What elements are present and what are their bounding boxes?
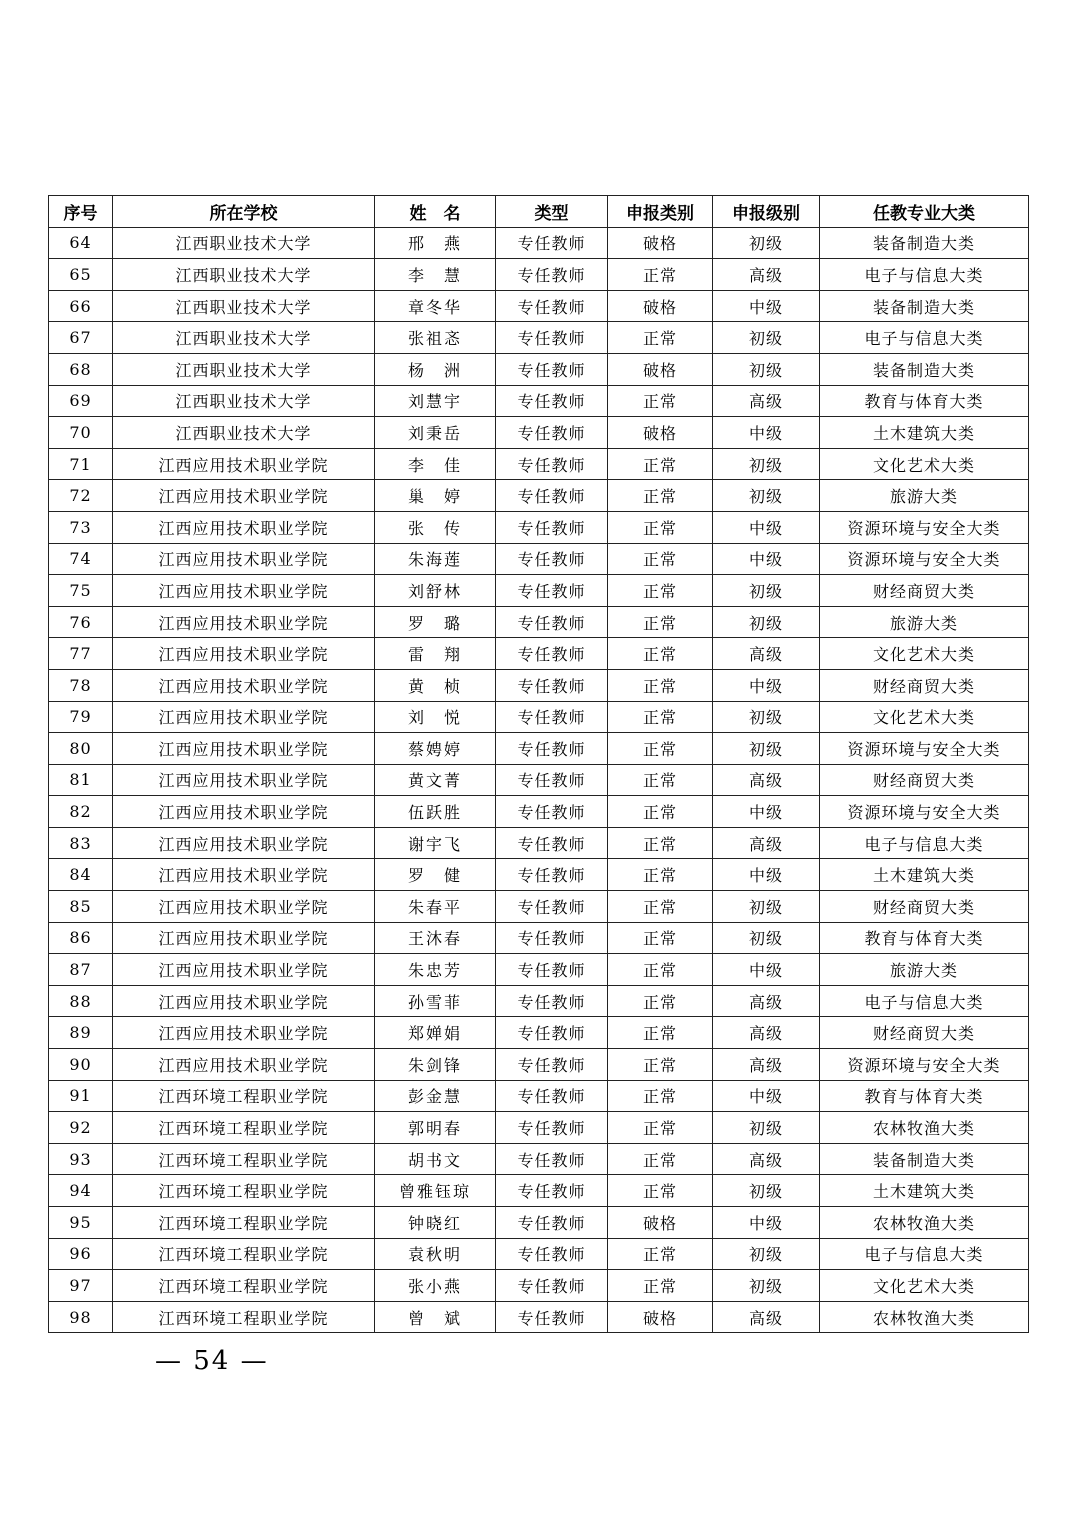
type-cell: 专任教师 xyxy=(496,1049,608,1081)
name-cell: 黄文菁 xyxy=(375,764,496,796)
name-cell: 刘 悦 xyxy=(375,701,496,733)
table-row xyxy=(49,891,1029,923)
name-cell: 朱忠芳 xyxy=(375,954,496,986)
table-row xyxy=(49,1143,1029,1175)
level-cell: 初级 xyxy=(713,1238,820,1270)
name-cell: 孙雪菲 xyxy=(375,985,496,1017)
school-cell: 江西应用技术职业学院 xyxy=(113,448,375,480)
school-cell: 江西职业技术大学 xyxy=(113,290,375,322)
name-cell: 王沐春 xyxy=(375,922,496,954)
table-row xyxy=(49,543,1029,575)
name-cell: 张 传 xyxy=(375,511,496,543)
type-cell: 专任教师 xyxy=(496,1270,608,1302)
type-cell: 专任教师 xyxy=(496,1017,608,1049)
table-row xyxy=(49,385,1029,417)
header-index: 序号 xyxy=(49,196,113,228)
category-cell: 正常 xyxy=(608,638,713,670)
name-cell: 邢 燕 xyxy=(375,227,496,259)
type-cell: 专任教师 xyxy=(496,511,608,543)
row-index: 90 xyxy=(49,1049,113,1081)
name-cell: 朱春平 xyxy=(375,891,496,923)
school-cell: 江西应用技术职业学院 xyxy=(113,796,375,828)
table-row xyxy=(49,764,1029,796)
name-cell: 蔡娉婷 xyxy=(375,733,496,765)
name-cell: 巢 婷 xyxy=(375,480,496,512)
table-row xyxy=(49,1270,1029,1302)
row-index: 64 xyxy=(49,227,113,259)
row-index: 88 xyxy=(49,985,113,1017)
row-index: 83 xyxy=(49,827,113,859)
table-row xyxy=(49,575,1029,607)
major-cell: 土木建筑大类 xyxy=(820,417,1029,449)
level-cell: 初级 xyxy=(713,891,820,923)
category-cell: 正常 xyxy=(608,322,713,354)
level-cell: 高级 xyxy=(713,638,820,670)
school-cell: 江西应用技术职业学院 xyxy=(113,1017,375,1049)
table-row xyxy=(49,511,1029,543)
level-cell: 中级 xyxy=(713,1080,820,1112)
category-cell: 正常 xyxy=(608,669,713,701)
name-cell: 郑婵娟 xyxy=(375,1017,496,1049)
row-index: 93 xyxy=(49,1143,113,1175)
category-cell: 破格 xyxy=(608,353,713,385)
school-cell: 江西环境工程职业学院 xyxy=(113,1301,375,1333)
header-type: 类型 xyxy=(496,196,608,228)
school-cell: 江西职业技术大学 xyxy=(113,322,375,354)
type-cell: 专任教师 xyxy=(496,985,608,1017)
row-index: 76 xyxy=(49,606,113,638)
type-cell: 专任教师 xyxy=(496,385,608,417)
major-cell: 文化艺术大类 xyxy=(820,701,1029,733)
level-cell: 初级 xyxy=(713,227,820,259)
table-row xyxy=(49,1080,1029,1112)
school-cell: 江西环境工程职业学院 xyxy=(113,1112,375,1144)
major-cell: 土木建筑大类 xyxy=(820,859,1029,891)
school-cell: 江西环境工程职业学院 xyxy=(113,1270,375,1302)
category-cell: 破格 xyxy=(608,227,713,259)
type-cell: 专任教师 xyxy=(496,764,608,796)
type-cell: 专任教师 xyxy=(496,259,608,291)
major-cell: 文化艺术大类 xyxy=(820,448,1029,480)
row-index: 77 xyxy=(49,638,113,670)
school-cell: 江西应用技术职业学院 xyxy=(113,733,375,765)
type-cell: 专任教师 xyxy=(496,575,608,607)
name-cell: 章冬华 xyxy=(375,290,496,322)
category-cell: 正常 xyxy=(608,480,713,512)
level-cell: 初级 xyxy=(713,322,820,354)
page-number: — 54 — xyxy=(155,1346,269,1376)
row-index: 96 xyxy=(49,1238,113,1270)
row-index: 85 xyxy=(49,891,113,923)
level-cell: 初级 xyxy=(713,733,820,765)
table-row xyxy=(49,922,1029,954)
row-index: 66 xyxy=(49,290,113,322)
category-cell: 正常 xyxy=(608,701,713,733)
type-cell: 专任教师 xyxy=(496,1175,608,1207)
major-cell: 财经商贸大类 xyxy=(820,764,1029,796)
major-cell: 电子与信息大类 xyxy=(820,827,1029,859)
major-cell: 资源环境与安全大类 xyxy=(820,543,1029,575)
name-cell: 罗 璐 xyxy=(375,606,496,638)
category-cell: 正常 xyxy=(608,1112,713,1144)
name-cell: 袁秋明 xyxy=(375,1238,496,1270)
table-row xyxy=(49,290,1029,322)
type-cell: 专任教师 xyxy=(496,891,608,923)
row-index: 97 xyxy=(49,1270,113,1302)
row-index: 78 xyxy=(49,669,113,701)
category-cell: 正常 xyxy=(608,1080,713,1112)
category-cell: 正常 xyxy=(608,543,713,575)
type-cell: 专任教师 xyxy=(496,606,608,638)
level-cell: 中级 xyxy=(713,511,820,543)
row-index: 84 xyxy=(49,859,113,891)
row-index: 82 xyxy=(49,796,113,828)
category-cell: 正常 xyxy=(608,954,713,986)
school-cell: 江西职业技术大学 xyxy=(113,227,375,259)
table-row xyxy=(49,1112,1029,1144)
table-body xyxy=(49,227,1029,1333)
type-cell: 专任教师 xyxy=(496,1238,608,1270)
school-cell: 江西应用技术职业学院 xyxy=(113,827,375,859)
school-cell: 江西环境工程职业学院 xyxy=(113,1143,375,1175)
name-cell: 朱海莲 xyxy=(375,543,496,575)
row-index: 81 xyxy=(49,764,113,796)
major-cell: 教育与体育大类 xyxy=(820,1080,1029,1112)
row-index: 94 xyxy=(49,1175,113,1207)
type-cell: 专任教师 xyxy=(496,669,608,701)
name-cell: 朱剑锋 xyxy=(375,1049,496,1081)
school-cell: 江西应用技术职业学院 xyxy=(113,922,375,954)
level-cell: 高级 xyxy=(713,1301,820,1333)
school-cell: 江西职业技术大学 xyxy=(113,385,375,417)
major-cell: 电子与信息大类 xyxy=(820,1238,1029,1270)
level-cell: 高级 xyxy=(713,259,820,291)
major-cell: 旅游大类 xyxy=(820,954,1029,986)
table-row xyxy=(49,417,1029,449)
school-cell: 江西应用技术职业学院 xyxy=(113,669,375,701)
level-cell: 高级 xyxy=(713,764,820,796)
major-cell: 文化艺术大类 xyxy=(820,1270,1029,1302)
level-cell: 中级 xyxy=(713,669,820,701)
school-cell: 江西环境工程职业学院 xyxy=(113,1080,375,1112)
applicant-table xyxy=(48,195,1029,1333)
level-cell: 初级 xyxy=(713,480,820,512)
name-cell: 杨 洲 xyxy=(375,353,496,385)
header-school: 所在学校 xyxy=(113,196,375,228)
level-cell: 中级 xyxy=(713,1207,820,1239)
name-cell: 刘秉岳 xyxy=(375,417,496,449)
row-index: 80 xyxy=(49,733,113,765)
school-cell: 江西应用技术职业学院 xyxy=(113,891,375,923)
table-row xyxy=(49,733,1029,765)
school-cell: 江西应用技术职业学院 xyxy=(113,859,375,891)
major-cell: 教育与体育大类 xyxy=(820,385,1029,417)
name-cell: 彭金慧 xyxy=(375,1080,496,1112)
table-row xyxy=(49,448,1029,480)
level-cell: 初级 xyxy=(713,1175,820,1207)
row-index: 95 xyxy=(49,1207,113,1239)
category-cell: 正常 xyxy=(608,606,713,638)
name-cell: 伍跃胜 xyxy=(375,796,496,828)
school-cell: 江西环境工程职业学院 xyxy=(113,1207,375,1239)
level-cell: 中级 xyxy=(713,954,820,986)
school-cell: 江西职业技术大学 xyxy=(113,353,375,385)
level-cell: 初级 xyxy=(713,448,820,480)
major-cell: 农林牧渔大类 xyxy=(820,1112,1029,1144)
level-cell: 中级 xyxy=(713,417,820,449)
category-cell: 正常 xyxy=(608,733,713,765)
level-cell: 高级 xyxy=(713,1017,820,1049)
row-index: 74 xyxy=(49,543,113,575)
name-cell: 李 慧 xyxy=(375,259,496,291)
school-cell: 江西职业技术大学 xyxy=(113,417,375,449)
category-cell: 正常 xyxy=(608,1238,713,1270)
major-cell: 旅游大类 xyxy=(820,480,1029,512)
type-cell: 专任教师 xyxy=(496,1143,608,1175)
level-cell: 初级 xyxy=(713,575,820,607)
level-cell: 中级 xyxy=(713,859,820,891)
category-cell: 正常 xyxy=(608,859,713,891)
type-cell: 专任教师 xyxy=(496,701,608,733)
row-index: 68 xyxy=(49,353,113,385)
name-cell: 雷 翔 xyxy=(375,638,496,670)
table-row xyxy=(49,1175,1029,1207)
name-cell: 胡书文 xyxy=(375,1143,496,1175)
category-cell: 正常 xyxy=(608,1175,713,1207)
level-cell: 高级 xyxy=(713,827,820,859)
table-row xyxy=(49,322,1029,354)
row-index: 67 xyxy=(49,322,113,354)
level-cell: 高级 xyxy=(713,1049,820,1081)
type-cell: 专任教师 xyxy=(496,638,608,670)
name-cell: 张小燕 xyxy=(375,1270,496,1302)
major-cell: 资源环境与安全大类 xyxy=(820,733,1029,765)
school-cell: 江西应用技术职业学院 xyxy=(113,638,375,670)
table-row xyxy=(49,669,1029,701)
category-cell: 正常 xyxy=(608,1017,713,1049)
category-cell: 正常 xyxy=(608,385,713,417)
category-cell: 破格 xyxy=(608,1207,713,1239)
table-row xyxy=(49,827,1029,859)
row-index: 91 xyxy=(49,1080,113,1112)
level-cell: 高级 xyxy=(713,385,820,417)
type-cell: 专任教师 xyxy=(496,922,608,954)
category-cell: 破格 xyxy=(608,417,713,449)
category-cell: 正常 xyxy=(608,985,713,1017)
table-row xyxy=(49,1207,1029,1239)
row-index: 72 xyxy=(49,480,113,512)
name-cell: 曾雅钰琼 xyxy=(375,1175,496,1207)
school-cell: 江西应用技术职业学院 xyxy=(113,480,375,512)
major-cell: 装备制造大类 xyxy=(820,290,1029,322)
major-cell: 装备制造大类 xyxy=(820,353,1029,385)
major-cell: 装备制造大类 xyxy=(820,227,1029,259)
type-cell: 专任教师 xyxy=(496,322,608,354)
type-cell: 专任教师 xyxy=(496,1207,608,1239)
table-row xyxy=(49,954,1029,986)
row-index: 86 xyxy=(49,922,113,954)
table-row xyxy=(49,701,1029,733)
level-cell: 高级 xyxy=(713,1143,820,1175)
major-cell: 电子与信息大类 xyxy=(820,985,1029,1017)
major-cell: 装备制造大类 xyxy=(820,1143,1029,1175)
school-cell: 江西应用技术职业学院 xyxy=(113,764,375,796)
table-row xyxy=(49,480,1029,512)
school-cell: 江西职业技术大学 xyxy=(113,259,375,291)
level-cell: 中级 xyxy=(713,543,820,575)
name-cell: 钟晓红 xyxy=(375,1207,496,1239)
header-application-category: 申报类别 xyxy=(608,196,713,228)
level-cell: 初级 xyxy=(713,922,820,954)
row-index: 92 xyxy=(49,1112,113,1144)
name-cell: 谢宇飞 xyxy=(375,827,496,859)
header-row xyxy=(49,196,1029,228)
type-cell: 专任教师 xyxy=(496,733,608,765)
major-cell: 电子与信息大类 xyxy=(820,322,1029,354)
type-cell: 专任教师 xyxy=(496,448,608,480)
type-cell: 专任教师 xyxy=(496,954,608,986)
level-cell: 中级 xyxy=(713,796,820,828)
type-cell: 专任教师 xyxy=(496,796,608,828)
table-row xyxy=(49,796,1029,828)
type-cell: 专任教师 xyxy=(496,1301,608,1333)
major-cell: 旅游大类 xyxy=(820,606,1029,638)
category-cell: 正常 xyxy=(608,891,713,923)
type-cell: 专任教师 xyxy=(496,227,608,259)
level-cell: 初级 xyxy=(713,606,820,638)
school-cell: 江西应用技术职业学院 xyxy=(113,954,375,986)
row-index: 65 xyxy=(49,259,113,291)
table-row xyxy=(49,859,1029,891)
table-row xyxy=(49,606,1029,638)
name-cell: 李 佳 xyxy=(375,448,496,480)
major-cell: 资源环境与安全大类 xyxy=(820,511,1029,543)
type-cell: 专任教师 xyxy=(496,827,608,859)
table-row xyxy=(49,353,1029,385)
table-row xyxy=(49,259,1029,291)
row-index: 75 xyxy=(49,575,113,607)
table-row xyxy=(49,1301,1029,1333)
major-cell: 资源环境与安全大类 xyxy=(820,1049,1029,1081)
level-cell: 初级 xyxy=(713,353,820,385)
school-cell: 江西应用技术职业学院 xyxy=(113,511,375,543)
category-cell: 正常 xyxy=(608,764,713,796)
category-cell: 正常 xyxy=(608,511,713,543)
level-cell: 中级 xyxy=(713,290,820,322)
category-cell: 破格 xyxy=(608,1301,713,1333)
category-cell: 正常 xyxy=(608,1049,713,1081)
level-cell: 高级 xyxy=(713,985,820,1017)
table-row xyxy=(49,1049,1029,1081)
header-teaching-major: 任教专业大类 xyxy=(820,196,1029,228)
level-cell: 初级 xyxy=(713,701,820,733)
major-cell: 土木建筑大类 xyxy=(820,1175,1029,1207)
category-cell: 正常 xyxy=(608,796,713,828)
major-cell: 财经商贸大类 xyxy=(820,891,1029,923)
name-cell: 刘舒林 xyxy=(375,575,496,607)
school-cell: 江西应用技术职业学院 xyxy=(113,985,375,1017)
school-cell: 江西应用技术职业学院 xyxy=(113,575,375,607)
row-index: 73 xyxy=(49,511,113,543)
major-cell: 农林牧渔大类 xyxy=(820,1301,1029,1333)
school-cell: 江西应用技术职业学院 xyxy=(113,543,375,575)
category-cell: 正常 xyxy=(608,922,713,954)
major-cell: 财经商贸大类 xyxy=(820,575,1029,607)
name-cell: 刘慧宇 xyxy=(375,385,496,417)
table-row xyxy=(49,1017,1029,1049)
major-cell: 资源环境与安全大类 xyxy=(820,796,1029,828)
header-application-level: 申报级别 xyxy=(713,196,820,228)
school-cell: 江西环境工程职业学院 xyxy=(113,1175,375,1207)
name-cell: 曾 斌 xyxy=(375,1301,496,1333)
name-cell: 黄 桢 xyxy=(375,669,496,701)
type-cell: 专任教师 xyxy=(496,353,608,385)
row-index: 98 xyxy=(49,1301,113,1333)
level-cell: 初级 xyxy=(713,1270,820,1302)
name-cell: 张祖忞 xyxy=(375,322,496,354)
level-cell: 初级 xyxy=(713,1112,820,1144)
name-cell: 郭明春 xyxy=(375,1112,496,1144)
major-cell: 财经商贸大类 xyxy=(820,669,1029,701)
category-cell: 正常 xyxy=(608,827,713,859)
table-row xyxy=(49,1238,1029,1270)
table-row xyxy=(49,638,1029,670)
category-cell: 正常 xyxy=(608,259,713,291)
type-cell: 专任教师 xyxy=(496,1080,608,1112)
category-cell: 正常 xyxy=(608,575,713,607)
name-cell: 罗 健 xyxy=(375,859,496,891)
school-cell: 江西应用技术职业学院 xyxy=(113,606,375,638)
school-cell: 江西应用技术职业学院 xyxy=(113,1049,375,1081)
category-cell: 正常 xyxy=(608,448,713,480)
row-index: 89 xyxy=(49,1017,113,1049)
major-cell: 教育与体育大类 xyxy=(820,922,1029,954)
row-index: 70 xyxy=(49,417,113,449)
type-cell: 专任教师 xyxy=(496,1112,608,1144)
major-cell: 财经商贸大类 xyxy=(820,1017,1029,1049)
type-cell: 专任教师 xyxy=(496,480,608,512)
type-cell: 专任教师 xyxy=(496,859,608,891)
major-cell: 农林牧渔大类 xyxy=(820,1207,1029,1239)
table-row xyxy=(49,227,1029,259)
header-name: 姓 名 xyxy=(375,196,496,228)
major-cell: 电子与信息大类 xyxy=(820,259,1029,291)
school-cell: 江西应用技术职业学院 xyxy=(113,701,375,733)
type-cell: 专任教师 xyxy=(496,417,608,449)
table-row xyxy=(49,985,1029,1017)
type-cell: 专任教师 xyxy=(496,290,608,322)
row-index: 71 xyxy=(49,448,113,480)
category-cell: 正常 xyxy=(608,1270,713,1302)
row-index: 87 xyxy=(49,954,113,986)
row-index: 79 xyxy=(49,701,113,733)
major-cell: 文化艺术大类 xyxy=(820,638,1029,670)
category-cell: 破格 xyxy=(608,290,713,322)
type-cell: 专任教师 xyxy=(496,543,608,575)
category-cell: 正常 xyxy=(608,1143,713,1175)
row-index: 69 xyxy=(49,385,113,417)
school-cell: 江西环境工程职业学院 xyxy=(113,1238,375,1270)
